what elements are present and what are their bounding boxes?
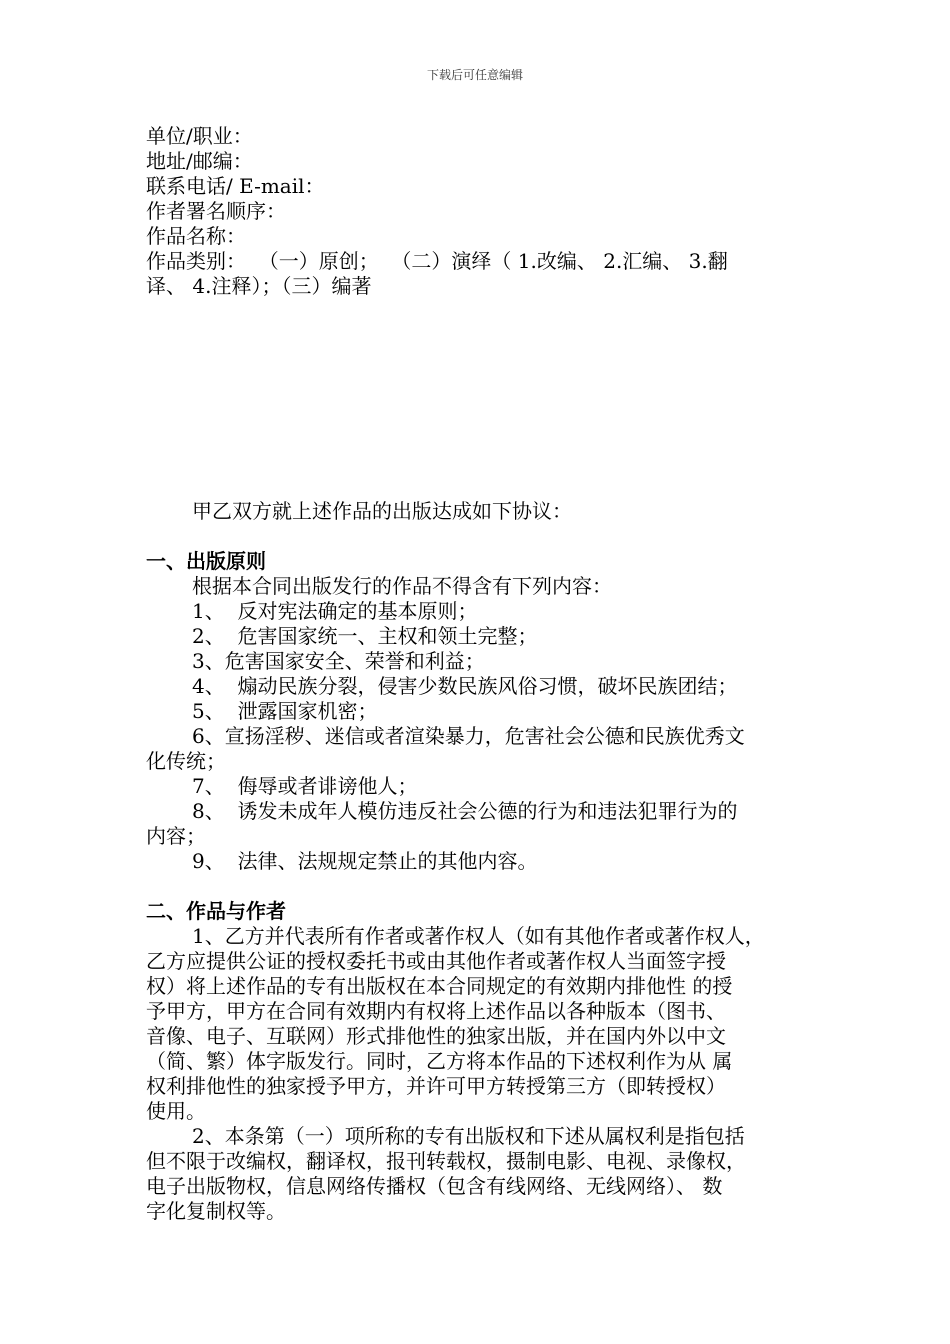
- paragraph-line: 字化复制权等。: [146, 1199, 286, 1223]
- paragraph-line: 权利排他性的独家授予甲方，并许可甲方转授第三方（即转授权）: [146, 1074, 726, 1098]
- address-field: 地址/邮编：: [146, 149, 253, 173]
- author-order-field: 作者署名顺序：: [146, 199, 286, 223]
- list-item: 8、 诱发未成年人模仿违反社会公德的行为和违法犯罪行为的: [192, 799, 738, 823]
- paragraph-line: 电子出版物权，信息网络传播权（包含有线网络、无线网络）、 数: [146, 1174, 723, 1198]
- paragraph-line: 但不限于改编权，翻译权，报刊转载权，摄制电影、电视、录像权，: [146, 1149, 746, 1173]
- paragraph-line: 权）将上述作品的专有出版权在本合同规定的有效期内排他性 的授: [146, 974, 733, 998]
- list-item-continuation: 内容；: [146, 824, 206, 848]
- page-header: 下载后可任意编辑: [426, 68, 523, 82]
- list-item: 1、 反对宪法确定的基本原则；: [192, 599, 478, 623]
- intro-paragraph: 甲乙双方就上述作品的出版达成如下协议：: [192, 499, 572, 523]
- paragraph-line: 音像、电子、互联网）形式排他性的独家出版，并在国内外以中文: [146, 1024, 726, 1048]
- list-item: 3、危害国家安全、荣誉和利益；: [192, 649, 485, 673]
- list-item: 4、 煽动民族分裂，侵害少数民族风俗习惯，破坏民族团结；: [192, 674, 738, 698]
- section-1-title: 一、出版原则: [146, 549, 266, 573]
- category-line-1: 作品类别： （一）原创； （二）演绎（ 1.改编、 2.汇编、 3.翻: [146, 249, 728, 273]
- paragraph-line: 乙方应提供公证的授权委托书或由其他作者或著作权人当面签字授: [146, 949, 726, 973]
- list-item: 7、 侮辱或者诽谤他人；: [192, 774, 418, 798]
- unit-field: 单位/职业：: [146, 124, 253, 148]
- list-item: 5、 泄露国家机密；: [192, 699, 378, 723]
- list-item: 2、 危害国家统一、主权和领土完整；: [192, 624, 538, 648]
- paragraph-line: 予甲方，甲方在合同有效期内有权将上述作品以各种版本（图书、: [146, 999, 726, 1023]
- list-item: 9、 法律、法规规定禁止的其他内容。: [192, 849, 538, 873]
- work-title-field: 作品名称：: [146, 224, 246, 248]
- section-2-title: 二、作品与作者: [146, 899, 286, 923]
- paragraph-line: 2、本条第（一）项所称的专有出版权和下述从属权利是指包括: [192, 1124, 745, 1148]
- author-info-block: [146, 124, 826, 299]
- agreement-body: [146, 499, 826, 1224]
- section-1-lead: 根据本合同出版发行的作品不得含有下列内容：: [192, 574, 612, 598]
- list-item-continuation: 化传统；: [146, 749, 226, 773]
- category-line-2: 译、 4.注释）；（三）编著: [146, 274, 372, 298]
- paragraph-line: 使用。: [146, 1099, 206, 1123]
- paragraph-line: （简、繁）体字版发行。同时，乙方将本作品的下述权利作为从 属: [146, 1049, 733, 1073]
- paragraph-line: 1、乙方并代表所有作者或著作权人（如有其他作者或著作权人，: [192, 924, 765, 948]
- list-item: 6、宣扬淫秽、迷信或者渲染暴力，危害社会公德和民族优秀文: [192, 724, 745, 748]
- contact-field: 联系电话/ E-mail：: [146, 174, 325, 198]
